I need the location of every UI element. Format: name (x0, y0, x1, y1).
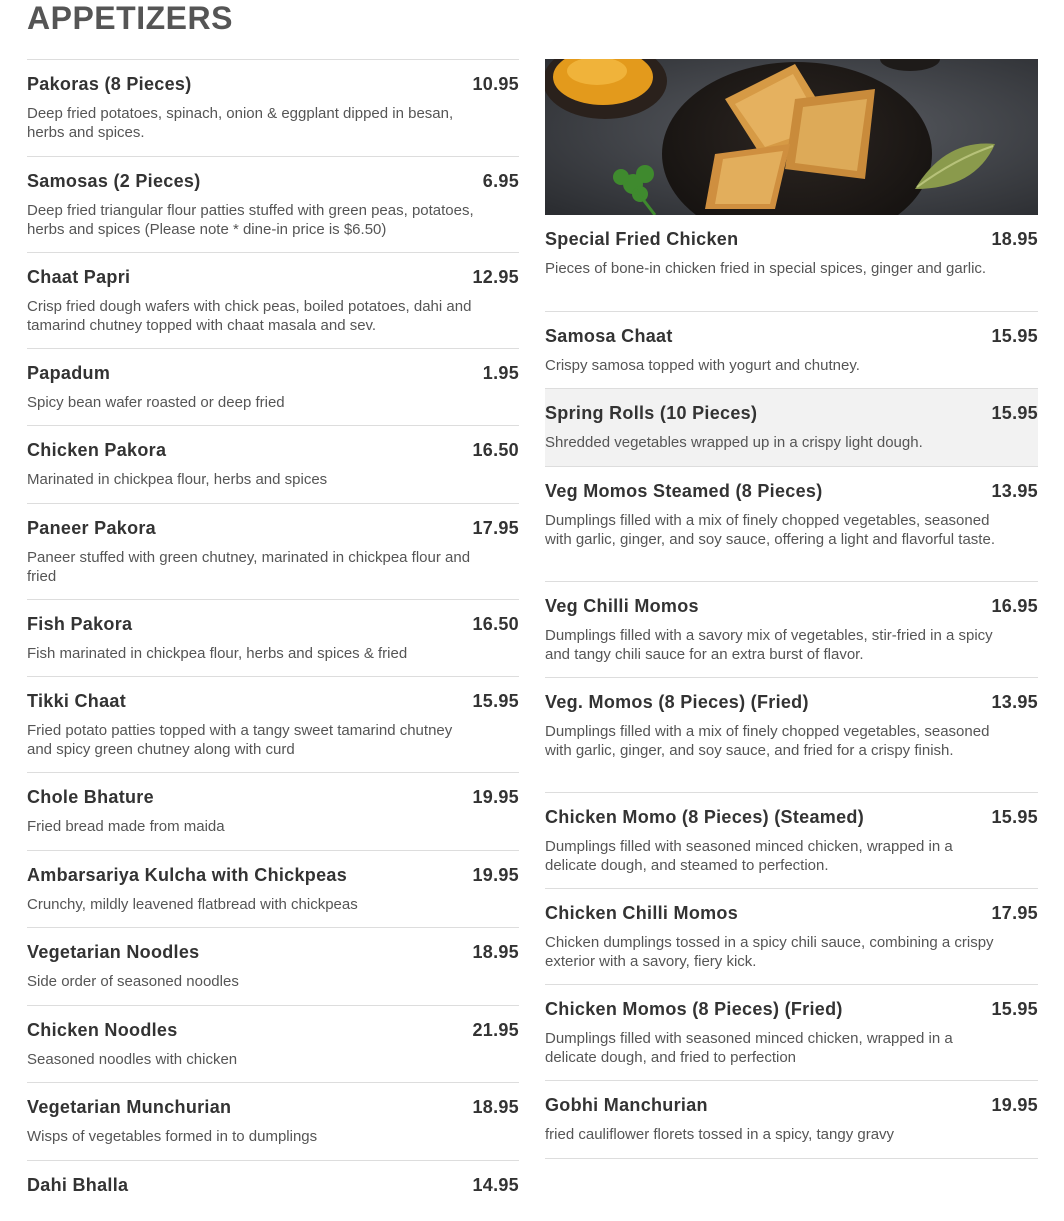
item-price: 15.95 (991, 326, 1038, 346)
item-name: Vegetarian Munchurian (27, 1097, 232, 1117)
item-price: 17.95 (991, 903, 1038, 923)
item-name: Pakoras (8 Pieces) (27, 74, 192, 94)
item-price: 19.95 (991, 1095, 1038, 1115)
item-name: Paneer Pakora (27, 518, 156, 538)
item-description: Paneer stuffed with green chutney, marinated in chickpea flour and fried (27, 549, 471, 585)
menu-item[interactable] (27, 677, 519, 773)
item-name: Ambarsariya Kulcha with Chickpeas (27, 865, 348, 885)
item-description: Wisps of vegetables formed in to dumplings (27, 1128, 318, 1145)
item-description: Pieces of bone-in chicken fried in special spices, ginger and garlic. (545, 260, 987, 277)
item-name: Chicken Momo (8 Pieces) (Steamed) (545, 807, 864, 827)
item-price: 6.95 (482, 171, 519, 191)
menu-item[interactable] (27, 773, 519, 851)
item-price: 16.50 (472, 440, 519, 460)
item-price: 12.95 (472, 267, 519, 287)
item-description: Seasoned noodles with chicken (27, 1051, 238, 1068)
menu-item[interactable] (545, 389, 1038, 467)
item-name: Dahi Bhalla (27, 1175, 129, 1195)
item-name: Veg Momos Steamed (8 Pieces) (545, 481, 823, 501)
menu-item[interactable] (545, 889, 1038, 985)
item-description: Spicy bean wafer roasted or deep fried (27, 394, 285, 411)
menu-column-right (545, 59, 1038, 1159)
item-name: Samosa Chaat (545, 326, 673, 346)
menu-item[interactable] (27, 60, 519, 157)
menu-item[interactable] (545, 467, 1038, 582)
menu-item[interactable] (545, 678, 1038, 793)
item-name: Chicken Momos (8 Pieces) (Fried) (545, 999, 843, 1019)
menu-item[interactable] (27, 928, 519, 1006)
item-name: Chicken Noodles (27, 1020, 178, 1040)
item-name: Spring Rolls (10 Pieces) (545, 403, 758, 423)
item-description: Fried bread made from maida (27, 818, 225, 835)
item-price: 1.95 (482, 363, 519, 383)
item-description: Crispy samosa topped with yogurt and chutney. (545, 357, 860, 374)
item-price: 18.95 (991, 229, 1038, 249)
item-name: Veg Chilli Momos (545, 596, 699, 616)
item-name: Fish Pakora (27, 614, 133, 634)
item-price: 19.95 (472, 865, 519, 885)
item-name: Chole Bhature (27, 787, 154, 807)
item-name: Tikki Chaat (27, 691, 127, 711)
item-price: 16.50 (472, 614, 519, 634)
item-description: Dumplings filled with a mix of finely chopped vegetables, seasoned with garlic, ginger, and soy sauce, and fried for a crispy finish. (545, 723, 990, 759)
item-name: Gobhi Manchurian (545, 1095, 708, 1115)
item-description: Shredded vegetables wrapped up in a crispy light dough. (545, 434, 923, 451)
samosa-photo (545, 59, 1038, 215)
item-description: Deep fried triangular flour patties stuffed with green peas, potatoes, herbs and spices (Please note * dine-in price is $6.50) (27, 202, 474, 238)
menu-item[interactable] (27, 851, 519, 928)
menu-column-left (27, 59, 519, 1221)
section-title: APPETIZERS (27, 0, 233, 36)
menu-item[interactable] (27, 157, 519, 253)
item-price: 18.95 (472, 1097, 519, 1117)
menu-item[interactable] (545, 312, 1038, 389)
menu-item[interactable] (27, 426, 519, 504)
menu-item[interactable] (27, 504, 519, 600)
item-price: 19.95 (472, 787, 519, 807)
item-price: 16.95 (991, 596, 1038, 616)
item-price: 15.95 (472, 691, 519, 711)
item-description: Fish marinated in chickpea flour, herbs and spices & fried (27, 645, 408, 662)
item-price: 13.95 (991, 481, 1038, 501)
item-price: 15.95 (991, 807, 1038, 827)
menu-item[interactable] (27, 253, 519, 349)
item-description: Deep fried potatoes, spinach, onion & eggplant dipped in besan, herbs and spices. (27, 105, 454, 141)
item-price: 21.95 (472, 1020, 519, 1040)
menu-item[interactable] (27, 1083, 519, 1161)
item-name: Chaat Papri (27, 267, 131, 287)
item-description: Dumplings filled with a mix of finely chopped vegetables, seasoned with garlic, ginger, and soy sauce, offering a light and flavorful taste. (545, 512, 995, 548)
item-name: Samosas (2 Pieces) (27, 171, 201, 191)
item-name: Vegetarian Noodles (27, 942, 200, 962)
item-price: 10.95 (472, 74, 519, 94)
item-name: Chicken Chilli Momos (545, 903, 739, 923)
item-description: Dumplings filled with seasoned minced chicken, wrapped in a delicate dough, and steamed to perfection. (545, 838, 953, 874)
item-description: Dumplings filled with seasoned minced chicken, wrapped in a delicate dough, and fried to perfection (545, 1030, 953, 1066)
item-description: Fried potato patties topped with a tangy sweet tamarind chutney and spicy green chutney along with curd (27, 722, 453, 758)
item-price: 18.95 (472, 942, 519, 962)
menu-item[interactable] (27, 1161, 519, 1221)
item-price: 15.95 (991, 403, 1038, 423)
item-price: 15.95 (991, 999, 1038, 1019)
item-description: Dumplings filled with a savory mix of vegetables, stir-fried in a spicy and tangy chili sauce for an extra burst of flavor. (545, 627, 993, 663)
item-description: Chicken dumplings tossed in a spicy chili sauce, combining a crispy exterior with a savory, fiery kick. (545, 934, 994, 970)
item-name: Chicken Pakora (27, 440, 167, 460)
menu-item[interactable] (27, 1006, 519, 1083)
samosa-image (545, 59, 1038, 215)
item-name: Papadum (27, 363, 111, 383)
item-price: 14.95 (472, 1175, 519, 1195)
item-description: fried cauliflower florets tossed in a spicy, tangy gravy (545, 1126, 895, 1143)
item-name: Special Fried Chicken (545, 229, 739, 249)
menu-item[interactable] (545, 793, 1038, 889)
item-price: 17.95 (472, 518, 519, 538)
item-price: 13.95 (991, 692, 1038, 712)
menu-item[interactable] (545, 1081, 1038, 1159)
menu-item[interactable] (545, 985, 1038, 1081)
menu-item[interactable] (27, 349, 519, 426)
item-description: Crunchy, mildly leavened flatbread with chickpeas (27, 896, 358, 913)
item-description: Marinated in chickpea flour, herbs and spices (27, 471, 328, 488)
menu-item[interactable] (545, 582, 1038, 678)
item-name: Veg. Momos (8 Pieces) (Fried) (545, 692, 809, 712)
menu-item[interactable] (27, 600, 519, 677)
item-description: Crisp fried dough wafers with chick peas, boiled potatoes, dahi and tamarind chutney topped with chaat masala and sev. (27, 298, 472, 334)
item-description: Side order of seasoned noodles (27, 973, 239, 990)
menu-item[interactable] (545, 215, 1038, 312)
